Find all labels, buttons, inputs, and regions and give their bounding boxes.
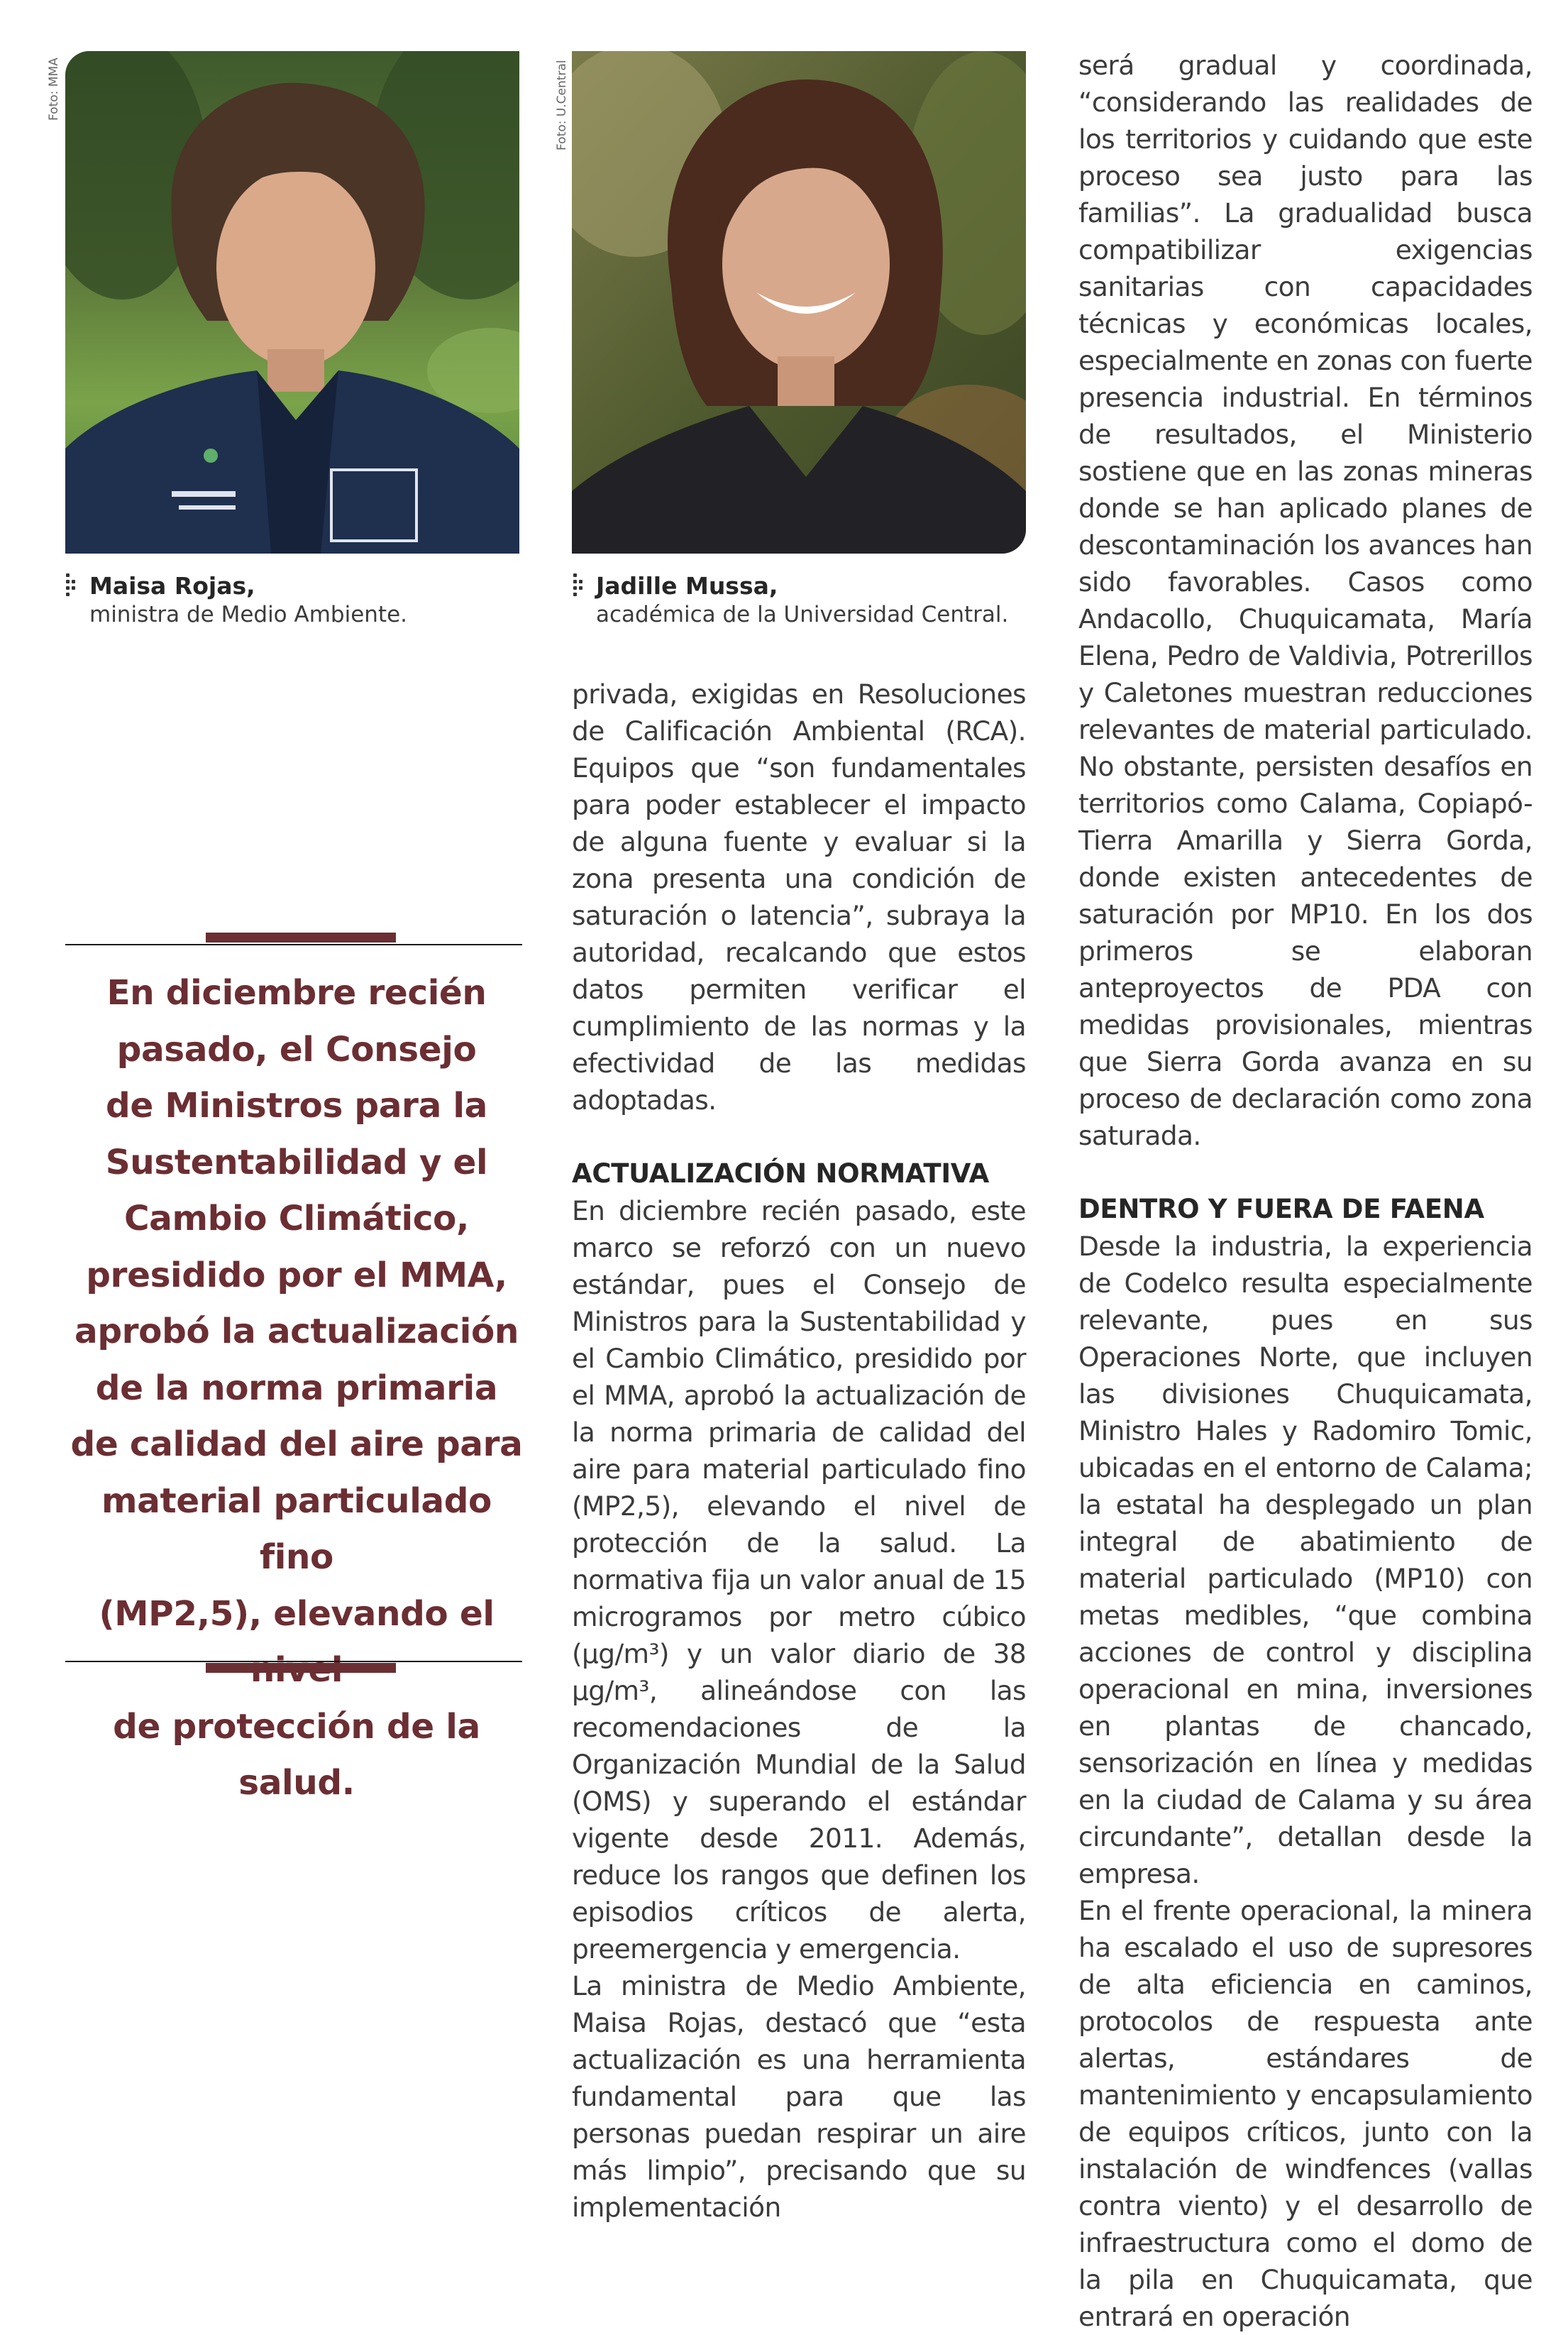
col3-paragraph-1: será gradual y coordinada, “considerando las realidades de los territorios y cuidando que este proceso sea justo para las familias”. La gradualidad busca compatibilizar exigencias sanitarias con capacidades técnicas y económicas locales, especialmente en zonas con fuerte presencia industrial. En términos de resultados, el Ministerio sostiene que en las zonas mineras donde se han aplicado planes de descontaminación los avances han sido favorables. Casos como Andacollo, Chuquicamata, María Elena, Pedro de Valdivia, Potrerillos y Caletones muestran reducciones relevantes de material particulado. No obstante, persisten desafíos en territorios como Calama, Copiapó-Tierra Amarilla y Sierra Gorda, donde existen antecedentes de saturación por MP10. En los dos primeros se elaboran anteproyectos de PDA con medidas provisionales, mientras que Sierra Gorda avanza en su proceso de declaración como zona saturada.	[1078, 50, 1533, 1151]
photo-credit-left: Foto: MMA	[47, 57, 61, 121]
caption-marker-icon	[573, 573, 583, 599]
section-heading-actualizacion: ACTUALIZACIÓN NORMATIVA	[572, 1158, 989, 1189]
caption-marker-icon	[66, 573, 76, 599]
caption-name-right: Jadille Mussa,	[596, 572, 778, 600]
photo-credit-right: Foto: U.Central	[555, 60, 569, 150]
col3-paragraph-2: Desde la industria, la experiencia de Codelco resulta especialmente relevante, pues en sus Operaciones Norte, que incluyen las divisiones Chuquicamata, Ministro Hales y Radomiro Tomic, ubicadas en el entorno de Calama; la estatal ha desplegado un plan integral de abatimiento de material particulado (MP10) con metas medibles, “que combina acciones de control y disciplina operacional en mina, inversiones en plantas de chancado, sensorización en línea y medidas en la ciudad de Calama y su área circundante”, detallan desde la empresa.	[1078, 1231, 1533, 1889]
portrait-jadille-mussa-image	[572, 51, 1026, 554]
pull-quote-line: Cambio Climático,	[123, 1199, 469, 1238]
caption-role-left: ministra de Medio Ambiente.	[89, 602, 408, 627]
portrait-maisa-rojas-image	[65, 51, 519, 554]
pull-quote-bottom-bar	[206, 1663, 396, 1673]
pull-quote-line: de protección de la salud.	[113, 1706, 480, 1803]
pull-quote-line: aprobó la actualización	[74, 1312, 519, 1351]
col2-paragraph-3: La ministra de Medio Ambiente, Maisa Rojas, destacó que “esta actualización es una herramienta fundamental para que las personas puedan respirar un aire más limpio”, precisando que su implementación	[572, 1970, 1026, 2223]
pull-quote-line: de calidad del aire para	[70, 1424, 523, 1464]
caption-name-left: Maisa Rojas,	[89, 572, 255, 600]
pull-quote-line: de Ministros para la	[106, 1086, 487, 1126]
pull-quote-line: de la norma primaria	[95, 1368, 498, 1408]
pull-quote-top-bar	[206, 933, 396, 943]
col2-paragraph-2: En diciembre recién pasado, este marco se reforzó con un nuevo estándar, pues el Consejo de Ministros para la Sustentabilidad y el Cambio Climático, presidido por el MMA, aprobó la actualización de la norma primaria de calidad del aire para material particulado fino (MP2,5), elevando el nivel de protección de la salud. La normativa fija un valor anual de 15 microgramos por metro cúbico (µg/m³) y un valor diario de 38 µg/m³, alineándose con las recomendaciones de la Organización Mundial de la Salud (OMS) y superando el estándar vigente desde 2011. Además, reduce los rangos que definen los episodios críticos de alerta, preemergencia y emergencia.	[572, 1195, 1026, 1965]
pull-quote-line: material particulado fino	[101, 1480, 492, 1577]
portrait-jadille-mussa	[572, 51, 1026, 554]
article-column-2	[572, 676, 1026, 2226]
article-column-3	[1078, 47, 1533, 2335]
pull-quote-line: (MP2,5), elevando el	[99, 1593, 495, 1634]
pull-quote-bottom-rule	[65, 1661, 522, 1662]
col3-paragraph-3: En el frente operacional, la minera ha escalado el uso de supresores de alta eficiencia en caminos, protocolos de respuesta ante alertas, estándares de mantenimiento y encapsulamiento de equipos críticos, junto con la instalación de windfences (vallas contra viento) y el desarrollo de infraestructura como el domo de la pila en Chuquicamata, que entrará en operación	[1078, 1895, 1533, 2332]
caption-role-right: académica de la Universidad Central.	[596, 602, 1009, 627]
pull-quote	[65, 965, 528, 1812]
pull-quote-top-rule	[65, 944, 522, 945]
pull-quote-line: presidido por el MMA,	[86, 1255, 507, 1295]
section-heading-dentro-fuera: DENTRO Y FUERA DE FAENA	[1078, 1194, 1484, 1224]
col2-paragraph-1: privada, exigidas en Resoluciones de Calificación Ambiental (RCA). Equipos que “son fundamentales para poder establecer el impacto de alguna fuente y evaluar si la zona presenta una condición de saturación o latencia”, subraya la autoridad, recalcando que estos datos permiten verificar el cumplimiento de las normas y la efectividad de las medidas adoptadas.	[572, 678, 1026, 1116]
pull-quote-line: pasado, el Consejo	[116, 1029, 477, 1070]
pull-quote-line: En diciembre recién	[106, 973, 487, 1013]
pull-quote-line: Sustentabilidad y el	[105, 1142, 488, 1182]
portrait-maisa-rojas	[65, 51, 519, 554]
